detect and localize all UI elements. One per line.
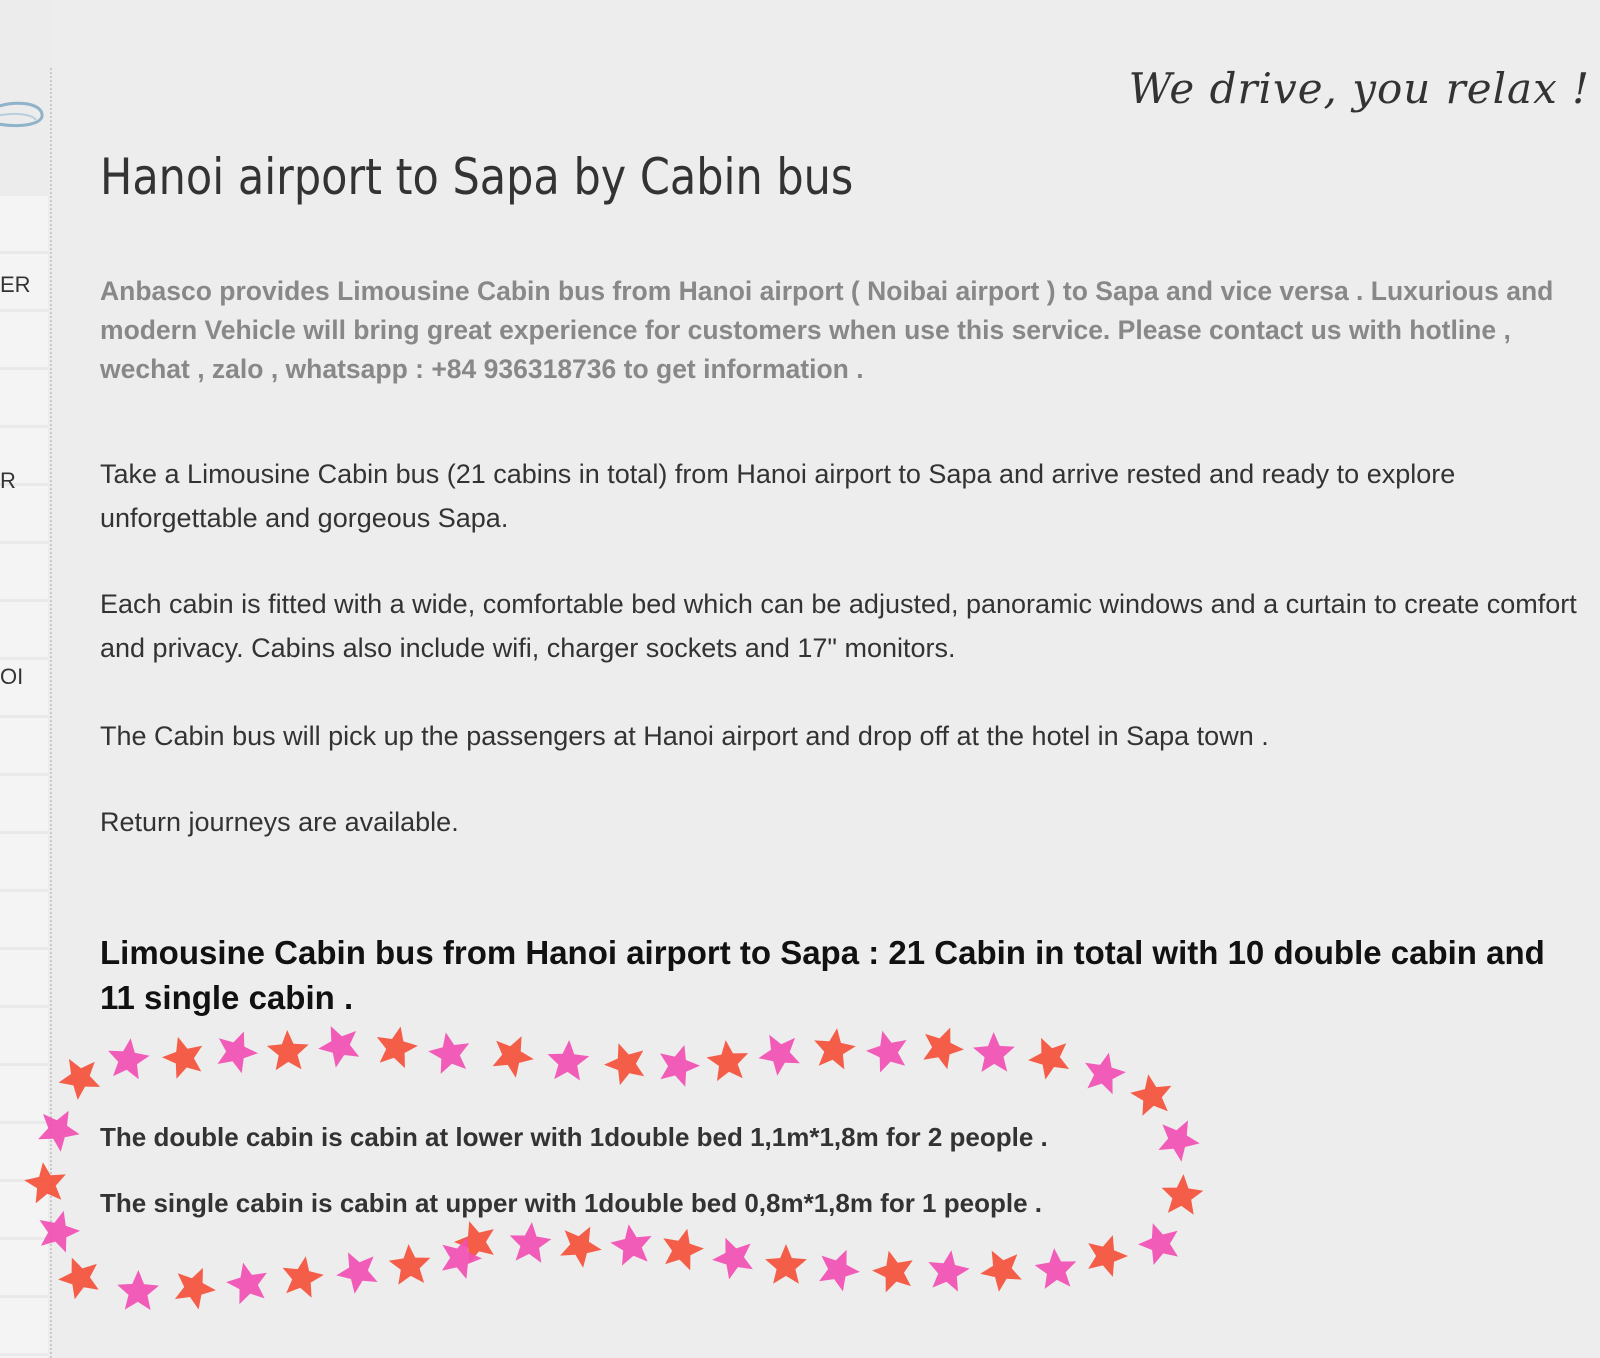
star-icon — [226, 1263, 267, 1305]
star-icon — [267, 1030, 309, 1070]
star-icon — [493, 1036, 534, 1078]
paragraph-features: Each cabin is fitted with a wide, comfortable bed which can be adjusted, panoramic windows and a curtain to create comfort and privacy. Cabins also include wifi, charger sockets and 17" monitors. — [100, 589, 1577, 663]
star-icon — [59, 1059, 101, 1100]
star-icon — [1085, 1053, 1126, 1095]
star-icon — [928, 1250, 969, 1291]
star-icon — [604, 1043, 644, 1085]
star-icon — [758, 1035, 800, 1076]
sidebar-item-1[interactable]: ER — [0, 272, 31, 297]
star-icon — [872, 1251, 913, 1293]
star-icon — [510, 1222, 552, 1263]
star-icon — [819, 1250, 860, 1292]
star-icon — [389, 1244, 431, 1285]
star-icon — [866, 1031, 907, 1073]
star-icon — [1162, 1174, 1204, 1215]
single-cabin-note: The single cabin is cabin at upper with 1double bed 0,8m*1,8m for 1 people . — [100, 1188, 1042, 1218]
sidebar-item-2[interactable]: R — [0, 468, 16, 493]
paragraph-cabins: Take a Limousine Cabin bus (21 cabins in total) from Hanoi airport to Sapa and arrive rested and ready to explore unforgettable and gorgeous Sapa. — [100, 459, 1456, 533]
star-icon — [660, 1045, 700, 1087]
paragraph-return: Return journeys are available. — [100, 807, 459, 837]
star-icon — [1158, 1120, 1199, 1161]
paragraph-pickup: The Cabin bus will pick up the passengers at Hanoi airport and drop off at the hotel in Sapa town . — [100, 721, 1269, 751]
logo-swirl-icon — [0, 98, 48, 138]
star-icon — [428, 1032, 469, 1074]
star-icon — [765, 1244, 807, 1284]
double-cabin-note: The double cabin is cabin at lower with 1double bed 1,1m*1,8m for 2 people . — [100, 1122, 1048, 1152]
sidebar-item-3[interactable]: OI — [0, 664, 24, 689]
star-icon — [318, 1026, 359, 1068]
star-icon — [973, 1032, 1015, 1072]
sidebar-divider — [50, 68, 52, 1358]
star-icon — [108, 1038, 150, 1079]
star-icon — [560, 1227, 602, 1268]
star-icon — [923, 1028, 964, 1070]
star-icon — [283, 1256, 324, 1298]
star-icon — [162, 1037, 202, 1079]
star-icon — [663, 1229, 704, 1271]
intro-text: Anbasco provides Limousine Cabin bus from Hanoi airport ( Noibai airport ) to Sapa and vice versa . Luxurious and modern Vehicle will bring great experience for customers when use this service. Please contact us with hotline , wechat , zalo , whatsapp : +84 936318736 to get information . — [100, 276, 1554, 384]
star-icon — [377, 1027, 418, 1069]
star-icon — [548, 1040, 590, 1081]
star-icon — [336, 1252, 377, 1293]
cabin-subheading: Limousine Cabin bus from Hanoi airport to Sapa : 21 Cabin in total with 10 double cabin and 11 single cabin . — [100, 934, 1545, 1016]
star-icon — [454, 1221, 494, 1263]
star-icon — [1130, 1074, 1171, 1116]
page-title: Hanoi airport to Sapa by Cabin bus — [100, 148, 854, 206]
sidebar-menu — [0, 196, 48, 1358]
star-icon — [1035, 1248, 1077, 1289]
star-icon — [980, 1251, 1022, 1292]
star-icon — [1088, 1235, 1128, 1277]
star-icon — [707, 1040, 749, 1081]
star-icon — [175, 1268, 216, 1310]
star-icon — [814, 1028, 856, 1069]
star-icon — [442, 1237, 482, 1279]
star-icon — [610, 1224, 651, 1265]
star-icon — [1028, 1038, 1069, 1080]
star-icon — [58, 1258, 99, 1300]
star-icon — [117, 1270, 159, 1310]
star-icon — [1138, 1223, 1178, 1265]
star-icon — [218, 1032, 259, 1074]
star-icon — [712, 1238, 753, 1280]
slogan: We drive, you relax ! — [1128, 64, 1590, 113]
